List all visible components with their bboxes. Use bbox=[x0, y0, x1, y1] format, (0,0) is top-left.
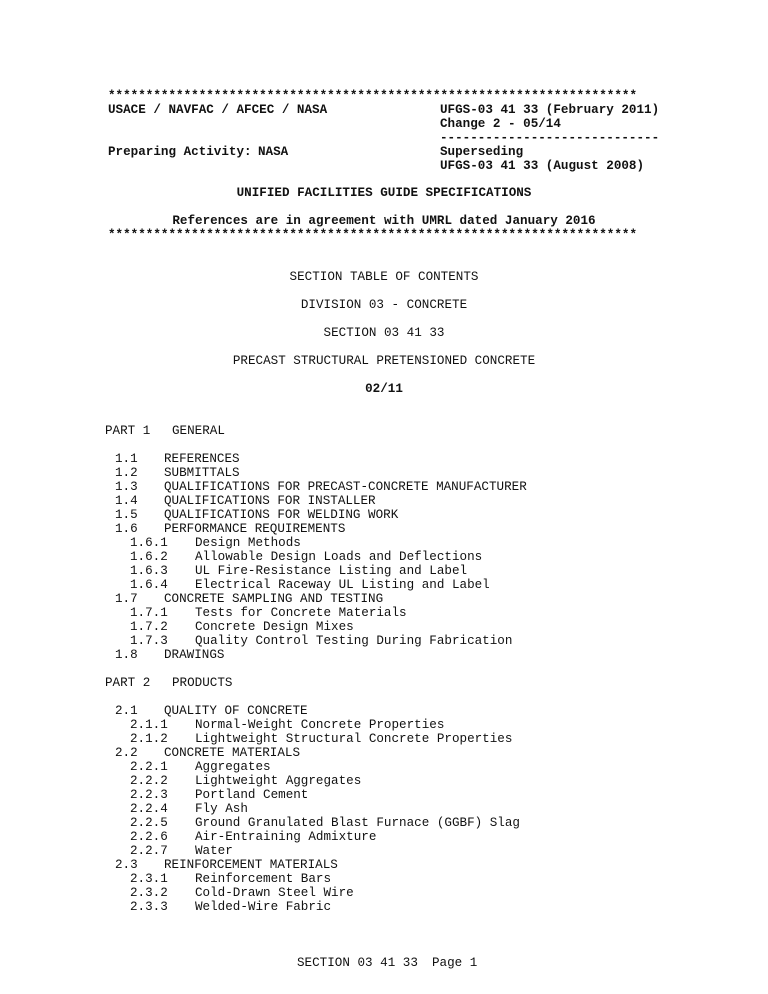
toc-item-title: SUBMITTALS bbox=[164, 466, 240, 480]
toc-item-title: PERFORMANCE REQUIREMENTS bbox=[164, 522, 346, 536]
toc-subitem-title: Concrete Design Mixes bbox=[195, 620, 354, 634]
footer-section: SECTION 03 41 33 bbox=[297, 956, 418, 970]
superseded-spec: UFGS-03 41 33 (August 2008) bbox=[440, 159, 645, 173]
toc-subitem-title: Lightweight Structural Concrete Properties bbox=[195, 732, 513, 746]
division-title: DIVISION 03 - CONCRETE bbox=[300, 298, 468, 312]
toc-subitem-title: Design Methods bbox=[195, 536, 301, 550]
toc-item-number: 1.3 bbox=[115, 480, 138, 494]
toc-item-number: 1.8 bbox=[115, 648, 138, 662]
toc-subitem-number: 2.1.2 bbox=[130, 732, 168, 746]
toc-subitem-title: Air-Entraining Admixture bbox=[195, 830, 377, 844]
toc-subitem-number: 2.2.3 bbox=[130, 788, 168, 802]
guide-title: UNIFIED FACILITIES GUIDE SPECIFICATIONS bbox=[236, 186, 532, 200]
toc-subitem-title: Allowable Design Loads and Deflections bbox=[195, 550, 483, 564]
toc-subitem-title: Tests for Concrete Materials bbox=[195, 606, 407, 620]
toc-item-number: 1.5 bbox=[115, 508, 138, 522]
toc-subitem-number: 2.3.3 bbox=[130, 900, 168, 914]
toc-item-number: 2.3 bbox=[115, 858, 138, 872]
toc-item-number: 1.4 bbox=[115, 494, 138, 508]
part-number: PART 2 bbox=[105, 676, 151, 690]
change-note: Change 2 - 05/14 bbox=[440, 117, 561, 131]
toc-subitem-number: 1.6.4 bbox=[130, 578, 168, 592]
toc-subitem-title: Portland Cement bbox=[195, 788, 309, 802]
preparing-activity-label: Preparing Activity: bbox=[108, 145, 252, 159]
section-date: 02/11 bbox=[365, 382, 403, 396]
toc-item-number: 1.7 bbox=[115, 592, 138, 606]
toc-subitem-title: UL Fire-Resistance Listing and Label bbox=[195, 564, 468, 578]
part-title: PRODUCTS bbox=[172, 676, 233, 690]
toc-item-number: 2.1 bbox=[115, 704, 138, 718]
agencies: USACE / NAVFAC / AFCEC / NASA bbox=[108, 103, 328, 117]
toc-subitem-number: 2.2.2 bbox=[130, 774, 168, 788]
toc-subitem-number: 1.6.3 bbox=[130, 564, 168, 578]
toc-subitem-number: 1.7.1 bbox=[130, 606, 168, 620]
toc-item-number: 1.2 bbox=[115, 466, 138, 480]
toc-subitem-number: 2.2.7 bbox=[130, 844, 168, 858]
toc-subitem-title: Water bbox=[195, 844, 233, 858]
toc-item-title: QUALIFICATIONS FOR WELDING WORK bbox=[164, 508, 399, 522]
toc-item-title: QUALIFICATIONS FOR PRECAST-CONCRETE MANUFACTURER bbox=[164, 480, 527, 494]
toc-item-title: CONCRETE SAMPLING AND TESTING bbox=[164, 592, 384, 606]
toc-item-title: QUALIFICATIONS FOR INSTALLER bbox=[164, 494, 376, 508]
toc-subitem-number: 1.7.3 bbox=[130, 634, 168, 648]
toc-subitem-title: Lightweight Aggregates bbox=[195, 774, 362, 788]
toc-subitem-number: 2.1.1 bbox=[130, 718, 168, 732]
toc-title: SECTION TABLE OF CONTENTS bbox=[289, 270, 479, 284]
toc-item-title: DRAWINGS bbox=[164, 648, 225, 662]
toc-item-number: 1.1 bbox=[115, 452, 138, 466]
toc-subitem-number: 2.3.1 bbox=[130, 872, 168, 886]
toc-subitem-title: Quality Control Testing During Fabrication bbox=[195, 634, 513, 648]
toc-subitem-number: 1.6.2 bbox=[130, 550, 168, 564]
toc-item-title: REINFORCEMENT MATERIALS bbox=[164, 858, 338, 872]
part-number: PART 1 bbox=[105, 424, 151, 438]
toc-subitem-title: Cold-Drawn Steel Wire bbox=[195, 886, 354, 900]
section-name: PRECAST STRUCTURAL PRETENSIONED CONCRETE bbox=[232, 354, 536, 368]
toc-subitem-title: Reinforcement Bars bbox=[195, 872, 332, 886]
toc-subitem-title: Electrical Raceway UL Listing and Label bbox=[195, 578, 490, 592]
superseding-label: Superseding bbox=[440, 145, 524, 159]
references-note: References are in agreement with UMRL dated January 2016 bbox=[172, 214, 596, 228]
toc-subitem-number: 2.2.6 bbox=[130, 830, 168, 844]
toc-subitem-number: 2.2.5 bbox=[130, 816, 168, 830]
toc-subitem-number: 2.2.4 bbox=[130, 802, 168, 816]
toc-subitem-number: 2.2.1 bbox=[130, 760, 168, 774]
toc-subitem-title: Ground Granulated Blast Furnace (GGBF) Slag bbox=[195, 816, 520, 830]
asterisk-rule-top: ********************************************************************** bbox=[108, 89, 638, 103]
part-title: GENERAL bbox=[172, 424, 225, 438]
toc-subitem-title: Normal-Weight Concrete Properties bbox=[195, 718, 445, 732]
toc-subitem-title: Welded-Wire Fabric bbox=[195, 900, 332, 914]
toc-subitem-title: Fly Ash bbox=[195, 802, 248, 816]
toc-subitem-title: Aggregates bbox=[195, 760, 271, 774]
toc-subitem-number: 2.3.2 bbox=[130, 886, 168, 900]
toc-item-number: 2.2 bbox=[115, 746, 138, 760]
asterisk-rule-bottom: ********************************************************************** bbox=[108, 228, 638, 242]
preparing-activity-value: NASA bbox=[258, 145, 289, 159]
section-number: SECTION 03 41 33 bbox=[323, 326, 445, 340]
toc-subitem-number: 1.7.2 bbox=[130, 620, 168, 634]
toc-item-title: CONCRETE MATERIALS bbox=[164, 746, 301, 760]
dash-divider: ----------------------------- bbox=[440, 131, 660, 145]
spec-id: UFGS-03 41 33 (February 2011) bbox=[440, 103, 660, 117]
toc-item-title: QUALITY OF CONCRETE bbox=[164, 704, 308, 718]
toc-subitem-number: 1.6.1 bbox=[130, 536, 168, 550]
footer-page-number: Page 1 bbox=[432, 956, 478, 970]
toc-item-number: 1.6 bbox=[115, 522, 138, 536]
toc-item-title: REFERENCES bbox=[164, 452, 240, 466]
